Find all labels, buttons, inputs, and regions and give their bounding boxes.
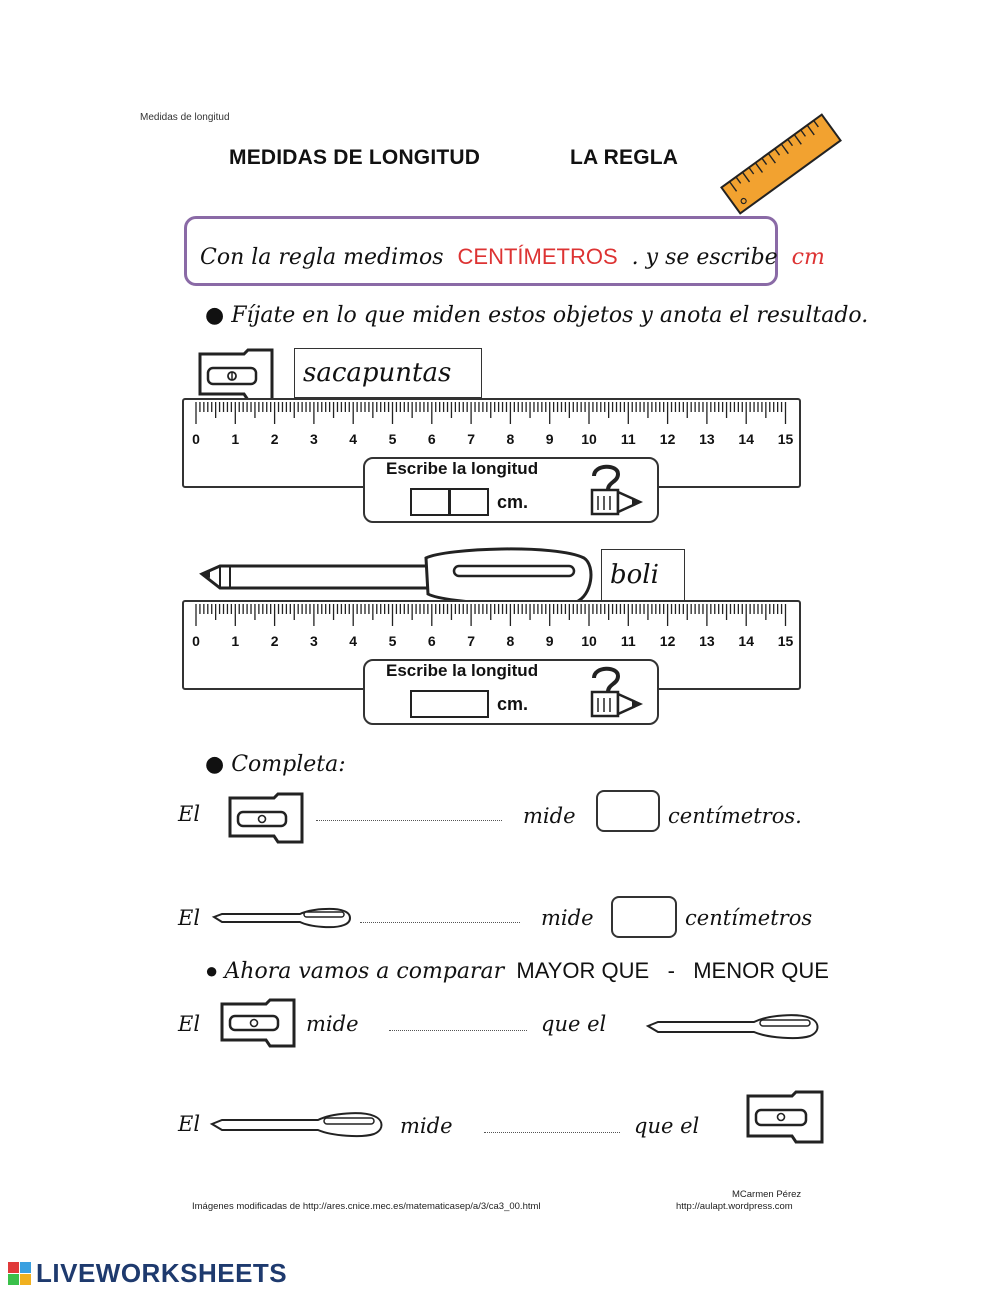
unit-label-2: cm. bbox=[497, 694, 529, 714]
question-pencil-icon bbox=[584, 664, 646, 722]
complete-row1-verb: mide bbox=[523, 804, 576, 828]
ruler-number: 7 bbox=[467, 431, 475, 447]
sharpener-icon bbox=[744, 1090, 826, 1144]
ruler-number: 0 bbox=[192, 633, 200, 649]
ruler-number: 3 bbox=[310, 431, 318, 447]
complete-row1-input[interactable] bbox=[596, 790, 660, 832]
bullet-icon: ● bbox=[205, 303, 232, 328]
compare-row1-blank[interactable] bbox=[389, 1030, 527, 1031]
ruler-number: 13 bbox=[699, 633, 715, 649]
bullet-icon: ● bbox=[205, 958, 225, 983]
ruler-number: 4 bbox=[349, 431, 358, 447]
sharpener-icon bbox=[226, 792, 306, 844]
answer-panel-title-1: Escribe la longitud bbox=[386, 459, 539, 478]
ruler-number: 4 bbox=[349, 633, 358, 649]
image-credit: Imágenes modificadas de http://ares.cnice.mec.es/matematicasep/a/3/ca3_00.html bbox=[192, 1201, 541, 1212]
compare-dash: - bbox=[667, 958, 675, 983]
compare-row1-tail: que el bbox=[541, 1012, 607, 1036]
ruler-number: 10 bbox=[581, 633, 597, 649]
author-url: http://aulapt.wordpress.com bbox=[676, 1201, 793, 1212]
ruler-number: 0 bbox=[192, 431, 200, 447]
ruler-number: 14 bbox=[738, 431, 754, 447]
sharpener-icon bbox=[196, 348, 276, 402]
compare-menor: MENOR QUE bbox=[693, 958, 829, 983]
compare-heading bbox=[205, 958, 829, 984]
complete-heading bbox=[205, 752, 346, 777]
ruler-number: 1 bbox=[231, 431, 240, 447]
answer-input-units-1[interactable] bbox=[449, 488, 489, 516]
complete-row2-article: El bbox=[178, 906, 201, 930]
complete-row2-verb: mide bbox=[541, 906, 594, 930]
page-subtitle: LA REGLA bbox=[570, 146, 679, 169]
ruler-number: 15 bbox=[777, 431, 794, 447]
ruler-number: 8 bbox=[506, 633, 515, 649]
author-name: MCarmen Pérez bbox=[732, 1189, 802, 1200]
ruler-number: 12 bbox=[659, 431, 676, 447]
ruler-number: 11 bbox=[620, 431, 636, 447]
rule-middle: . y se escribe bbox=[631, 245, 778, 270]
ruler-number: 9 bbox=[545, 431, 554, 447]
ruler-number: 2 bbox=[270, 633, 279, 649]
pen-icon bbox=[210, 903, 352, 931]
rule-prefix: Con la regla medimos bbox=[200, 245, 444, 270]
rule-statement bbox=[200, 244, 825, 270]
compare-row1-article: El bbox=[178, 1012, 201, 1036]
complete-row1-blank[interactable] bbox=[316, 820, 502, 821]
ruler-number: 10 bbox=[581, 431, 597, 447]
instruction-text: Fíjate en lo que miden estos objetos y anota el resultado. bbox=[231, 303, 869, 328]
compare-mayor: MAYOR QUE bbox=[516, 958, 650, 983]
ruler-number: 8 bbox=[506, 431, 515, 447]
compare-row2-tail: que el bbox=[634, 1114, 700, 1138]
ruler-number: 5 bbox=[388, 633, 397, 649]
ruler-icon bbox=[718, 112, 844, 216]
compare-prefix: Ahora vamos a comparar bbox=[224, 959, 505, 984]
compare-row2-article: El bbox=[178, 1112, 201, 1136]
sharpener-icon bbox=[218, 998, 298, 1048]
page-title: MEDIDAS DE LONGITUD bbox=[229, 146, 481, 169]
brand-logo: LIVEWORKSHEETS bbox=[36, 1258, 288, 1288]
compare-row2-verb: mide bbox=[400, 1114, 453, 1138]
pen-icon bbox=[644, 1009, 820, 1043]
answer-input-tens-1[interactable] bbox=[410, 488, 450, 516]
unit-symbol: cm bbox=[791, 245, 825, 270]
complete-row2-input[interactable] bbox=[611, 896, 677, 938]
ruler-number: 7 bbox=[467, 633, 475, 649]
ruler-number: 6 bbox=[427, 633, 436, 649]
ruler-number: 15 bbox=[777, 633, 794, 649]
ruler-number: 12 bbox=[659, 633, 676, 649]
unit-word: CENTÍMETROS bbox=[457, 244, 618, 269]
answer-input-2[interactable] bbox=[410, 690, 489, 718]
ruler-number: 6 bbox=[427, 431, 436, 447]
ruler-number: 1 bbox=[231, 633, 240, 649]
ruler-number: 13 bbox=[699, 431, 715, 447]
instruction bbox=[205, 303, 868, 328]
ruler-number: 5 bbox=[388, 431, 397, 447]
object-label-pen: boli bbox=[601, 549, 685, 601]
unit-label-1: cm. bbox=[497, 492, 529, 512]
ruler-number: 11 bbox=[620, 633, 636, 649]
bullet-icon: ● bbox=[205, 752, 232, 777]
complete-row1-unit: centímetros. bbox=[668, 804, 802, 828]
complete-row2-unit: centímetros bbox=[685, 906, 813, 930]
object-label-sharpener: sacapuntas bbox=[294, 348, 482, 398]
ruler-number: 9 bbox=[545, 633, 554, 649]
document-header: Medidas de longitud bbox=[140, 112, 230, 123]
ruler-number: 2 bbox=[270, 431, 279, 447]
compare-row1-verb: mide bbox=[306, 1012, 359, 1036]
complete-row1-article: El bbox=[178, 802, 201, 826]
complete-row2-blank[interactable] bbox=[360, 922, 520, 923]
answer-panel-title-2: Escribe la longitud bbox=[386, 661, 539, 680]
pen-icon bbox=[208, 1108, 384, 1140]
liveworksheets-logo-icon bbox=[8, 1262, 32, 1286]
question-pencil-icon bbox=[584, 462, 646, 520]
ruler-number: 3 bbox=[310, 633, 318, 649]
complete-heading-text: Completa: bbox=[231, 752, 346, 777]
compare-row2-blank[interactable] bbox=[484, 1132, 620, 1133]
ruler-number: 14 bbox=[738, 633, 754, 649]
